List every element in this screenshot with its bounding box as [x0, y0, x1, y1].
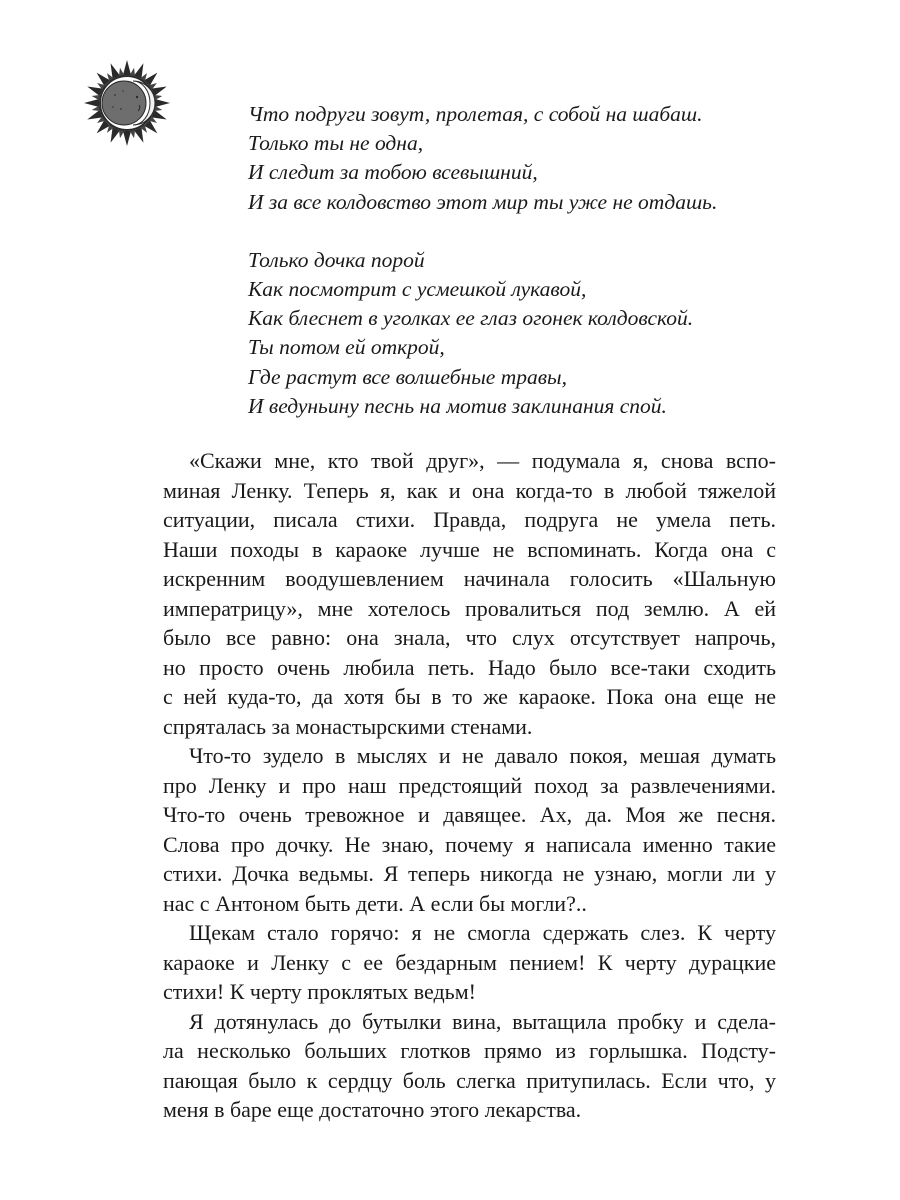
poem-stanza-1	[248, 100, 788, 217]
text-line: императрицу», мне хотелось провалиться под землю. А ей	[163, 595, 776, 621]
text-line: но просто очень любила петь. Надо было все-таки сходить	[163, 654, 776, 680]
poem-line: Только ты не одна,	[248, 131, 424, 156]
text-line: пающая было к сердцу боль слегка притупилась. Если что, у	[163, 1067, 776, 1093]
poem-line: Как блеснет в уголках ее глаз огонек колдовской.	[248, 306, 694, 331]
text-line: стихи! К черту проклятых ведьм!	[163, 979, 476, 1004]
poem	[248, 100, 788, 421]
text-line: с ней куда-то, да хотя бы в то же караоке. Пока она еще не	[163, 684, 776, 709]
text-line: ситуации, писала стихи. Правда, подруга не умела петь.	[163, 507, 776, 532]
text-line: Что-то зудело в мыслях и не давало покоя, мешая думать	[189, 743, 776, 768]
poem-line: И ведуньину песнь на мотив заклинания спой.	[248, 393, 667, 418]
poem-line: И следит за тобою всевышний,	[248, 160, 538, 185]
text-line: Щекам стало горячо: я не смогла сдержать слез. К черту	[189, 920, 776, 945]
text-line: искренним воодушевлением начинала голосить «Шальную	[163, 566, 776, 591]
poem-stanza-2	[248, 246, 788, 421]
text-line: Слова про дочку. Не знаю, почему я написала именно такие	[163, 831, 776, 857]
poem-line: И за все колдовство этот мир ты уже не отдашь.	[248, 189, 718, 214]
poem-line: Ты потом ей открой,	[248, 335, 445, 360]
text-line: меня в баре еще достаточно этого лекарства.	[163, 1097, 582, 1122]
text-line: Что-то очень тревожное и давящее. Ах, да. Моя же песня.	[163, 802, 776, 827]
text-line: нас с Антоном быть дети. А если бы могли?..	[163, 890, 587, 916]
sun-moon-icon	[82, 58, 172, 148]
paragraph-4	[163, 1007, 776, 1125]
text-line: Я дотянулась до бутылки вина, вытащила пробку и сдела-	[189, 1008, 776, 1034]
poem-line: Как посмотрит с усмешкой лукавой,	[248, 277, 587, 302]
paragraph-2	[163, 741, 776, 918]
text-line: стихи. Дочка ведьмы. Я теперь никогда не узнаю, могли ли у	[163, 861, 776, 886]
text-line: было все равно: она знала, что слух отсутствует напрочь,	[163, 625, 776, 650]
text-line: караоке и Ленку с ее бездарным пением! К черту дурацкие	[163, 949, 776, 975]
poem-line: Что подруги зовут, пролетая, с собой на шабаш.	[248, 102, 703, 126]
poem-line: Где растут все волшебные травы,	[248, 364, 567, 389]
text-line: спряталась за монастырскими стенами.	[163, 713, 533, 739]
text-line: «Скажи мне, кто твой друг», — подумала я, снова вспо-	[189, 448, 776, 473]
paragraph-1	[163, 446, 776, 741]
text-line: миная Ленку. Теперь я, как и она когда-то в любой тяжелой	[163, 477, 776, 503]
text-line: Наши походы в караоке лучше не вспоминать. Когда она с	[163, 536, 776, 562]
text-line: про Ленку и про наш предстоящий поход за развлечениями.	[163, 772, 776, 798]
paragraph-3	[163, 918, 776, 1007]
prose-body	[163, 446, 776, 1125]
text-line: ла несколько больших глотков прямо из горлышка. Подсту-	[163, 1038, 776, 1063]
poem-line: Только дочка порой	[248, 247, 425, 272]
